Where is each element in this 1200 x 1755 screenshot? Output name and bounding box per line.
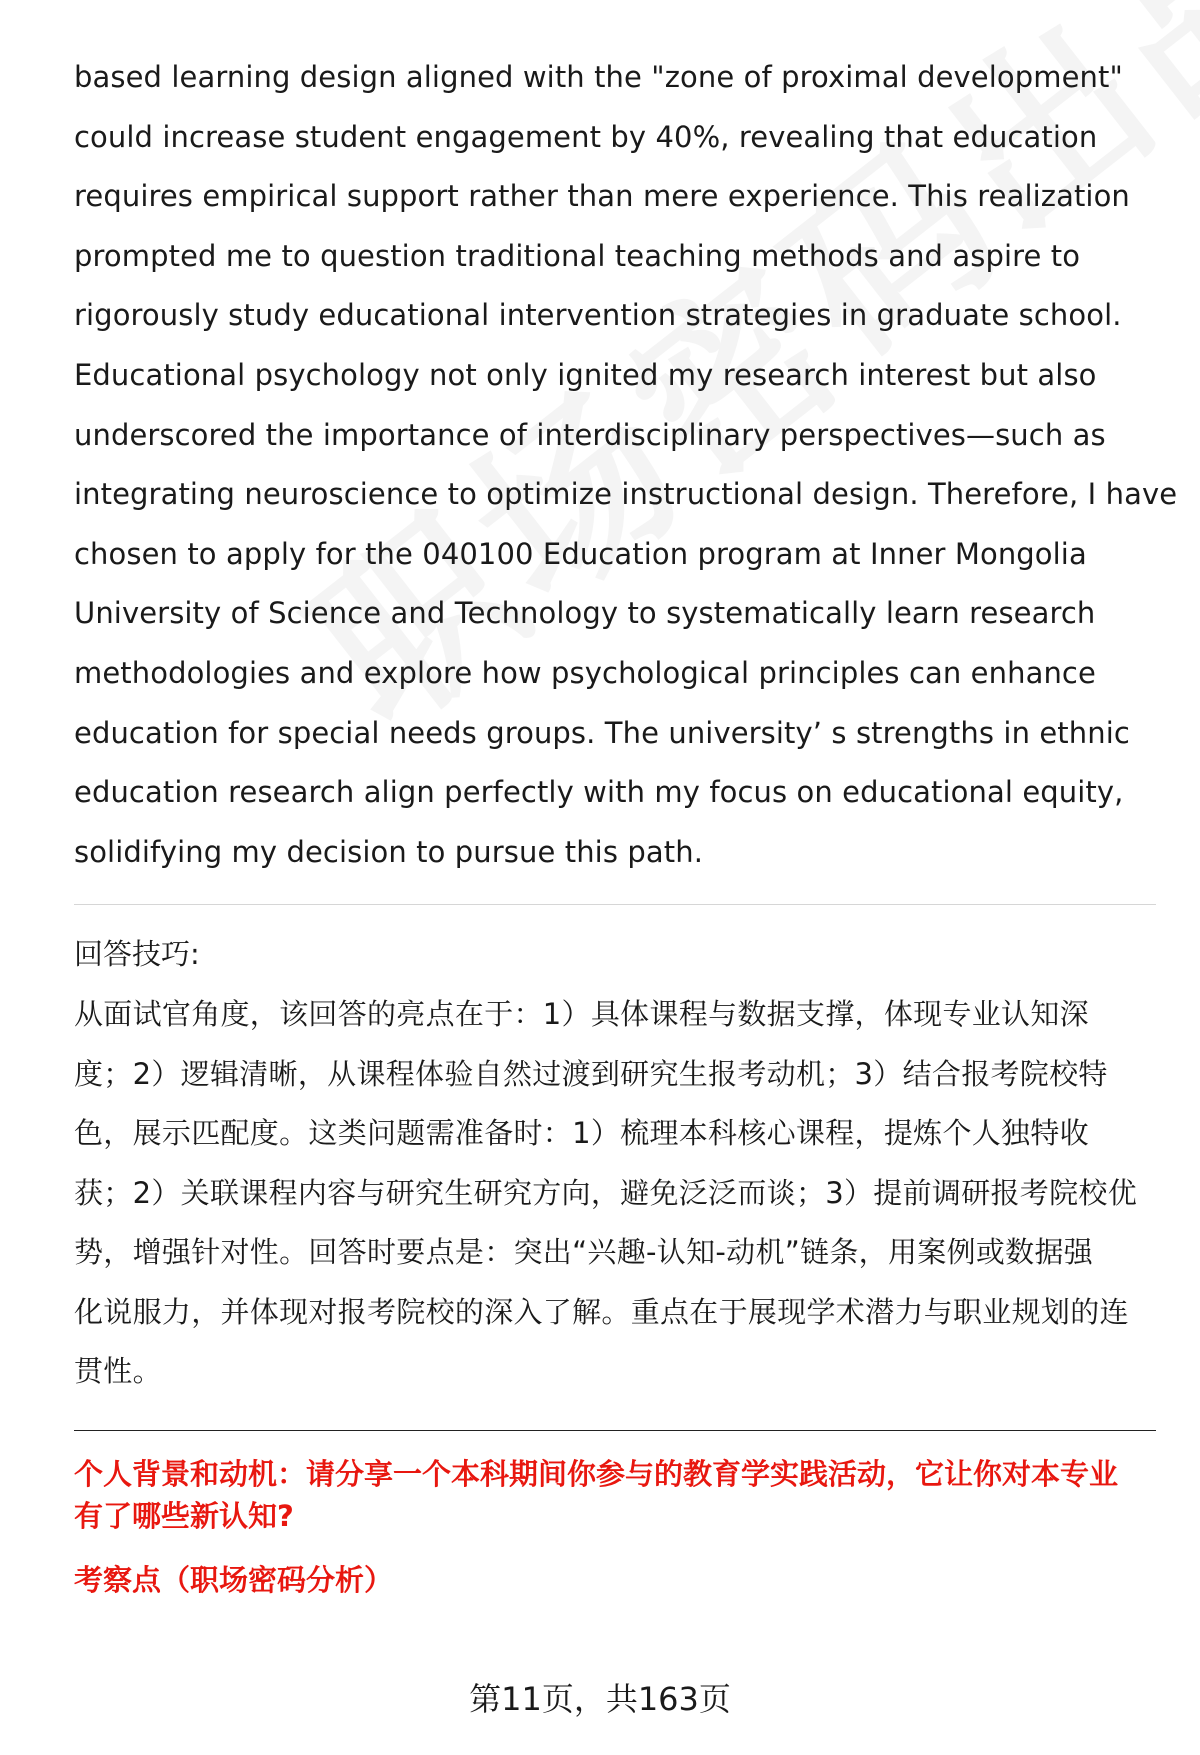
tips-paragraph [74, 985, 1156, 1402]
section-divider [74, 904, 1156, 905]
answer-line: Educational psychology not only ignited my research interest but also [74, 357, 1097, 392]
next-question-heading [74, 1453, 1156, 1537]
tips-line: 色，展示匹配度。这类问题需准备时：1）梳理本科核心课程，提炼个人独特收 [74, 1116, 1089, 1151]
answer-line: requires empirical support rather than mere experience. This realization [74, 179, 1130, 214]
tips-line: 获；2）关联课程内容与研究生研究方向，避免泛泛而谈；3）提前调研报考院校优 [74, 1175, 1138, 1210]
question-line: 个人背景和动机：请分享一个本科期间你参与的教育学实践活动，它让你对本专业 [74, 1457, 1119, 1492]
question-line: 有了哪些新认知? [74, 1499, 294, 1534]
answer-line: integrating neuroscience to optimize instructional design. Therefore, I have [74, 477, 1178, 512]
answer-line: prompted me to question traditional teaching methods and aspire to [74, 238, 1081, 273]
answer-line: based learning design aligned with the "zone of proximal development" [74, 60, 1123, 94]
tips-line: 化说服力，并体现对报考院校的深入了解。重点在于展现学术潜力与职业规划的连 [74, 1294, 1129, 1329]
document-page [74, 48, 1178, 1601]
tips-heading: 回答技巧: [74, 937, 200, 972]
tips-line: 贯性。 [74, 1354, 162, 1389]
answer-line: education for special needs groups. The university’ s strengths in ethnic [74, 715, 1130, 750]
answer-line: education research align perfectly with my focus on educational equity, [74, 775, 1124, 810]
tips-line: 度；2）逻辑清晰，从课程体验自然过渡到研究生报考动机；3）结合报考院校特 [74, 1056, 1108, 1091]
answer-line: solidifying my decision to pursue this path. [74, 834, 704, 869]
answer-line: University of Science and Technology to systematically learn research [74, 596, 1096, 631]
answer-line: underscored the importance of interdisciplinary perspectives—such as [74, 417, 1106, 452]
answer-line: methodologies and explore how psychological principles can enhance [74, 655, 1096, 690]
question-divider [74, 1430, 1156, 1431]
tips-line: 势，增强针对性。回答时要点是：突出“兴趣-认知-动机”链条，用案例或数据强 [74, 1235, 1094, 1270]
answer-line: could increase student engagement by 40%, revealing that education [74, 119, 1098, 154]
tips-line: 从面试官角度，该回答的亮点在于：1）具体课程与数据支撑，体现专业认知深 [74, 996, 1089, 1031]
assessment-point-heading: 考察点（职场密码分析） [74, 1563, 394, 1598]
english-answer-paragraph [74, 48, 1178, 882]
page-number: 第11页，共163页 [469, 1680, 731, 1718]
answer-line: rigorously study educational intervention strategies in graduate school. [74, 298, 1122, 333]
answer-line: chosen to apply for the 040100 Education program at Inner Mongolia [74, 536, 1087, 571]
